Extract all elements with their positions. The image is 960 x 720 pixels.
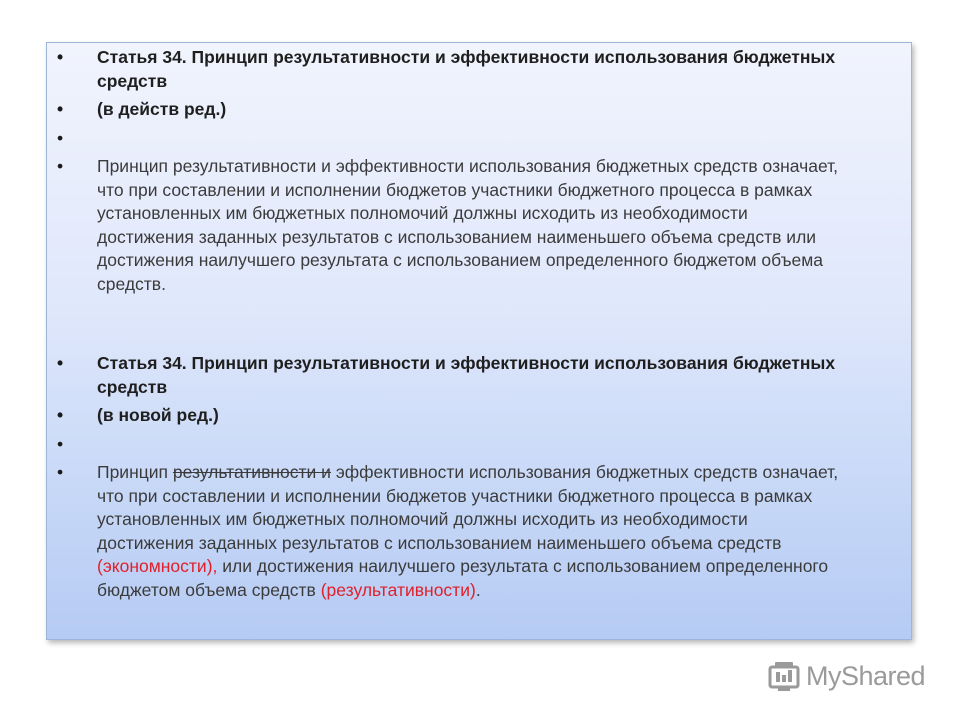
empty-bullet bbox=[57, 433, 847, 457]
struck-text: результативности и bbox=[172, 462, 331, 482]
slide-content-box bbox=[46, 42, 912, 640]
myshared-logo-icon bbox=[766, 658, 802, 694]
new-edition-label: • (в новой ред.) bbox=[57, 404, 847, 428]
bullet-list bbox=[57, 46, 847, 607]
watermark-text: MyShared bbox=[806, 660, 926, 691]
highlight-effectiveness: (результативности) bbox=[320, 579, 476, 600]
old-article-title: • Статья 34. Принцип результативности и эффективности использования бюджетных средств bbox=[57, 46, 847, 93]
old-edition-label: • (в действ ред.) bbox=[57, 98, 847, 122]
body-text: . bbox=[475, 579, 481, 600]
highlight-economy: (экономности), bbox=[97, 556, 218, 576]
empty-bullet bbox=[57, 127, 847, 151]
new-article-body bbox=[57, 461, 847, 602]
old-article-body: • Принцип результативности и эффективности использования бюджетных средств означает, что при составлении и исполнении бюджетов участники бюджетного процесса в рамках установленных им бюджетных полномочий должны исходить из необходимости достижения заданных результатов с использованием наименьшего объема средств или достижения наилучшего результата с использованием определенного бюджетом объема средств. bbox=[57, 155, 847, 296]
body-text: или достижения наилучшего результата с использованием определенного бюджетом объема средств bbox=[97, 556, 829, 600]
new-article-title: • Статья 34. Принцип результативности и эффективности использования бюджетных средств bbox=[57, 352, 847, 399]
body-text: Принцип bbox=[97, 462, 173, 482]
myshared-watermark bbox=[766, 654, 926, 698]
body-text: эффективности использования бюджетных средств означает, что при составлении и исполнении бюджетов участники бюджетного процесса в рамках установленных им бюджетных полномочий должны исходить из необходимости достижения заданных результатов с использованием наименьшего объема средств bbox=[97, 462, 839, 553]
